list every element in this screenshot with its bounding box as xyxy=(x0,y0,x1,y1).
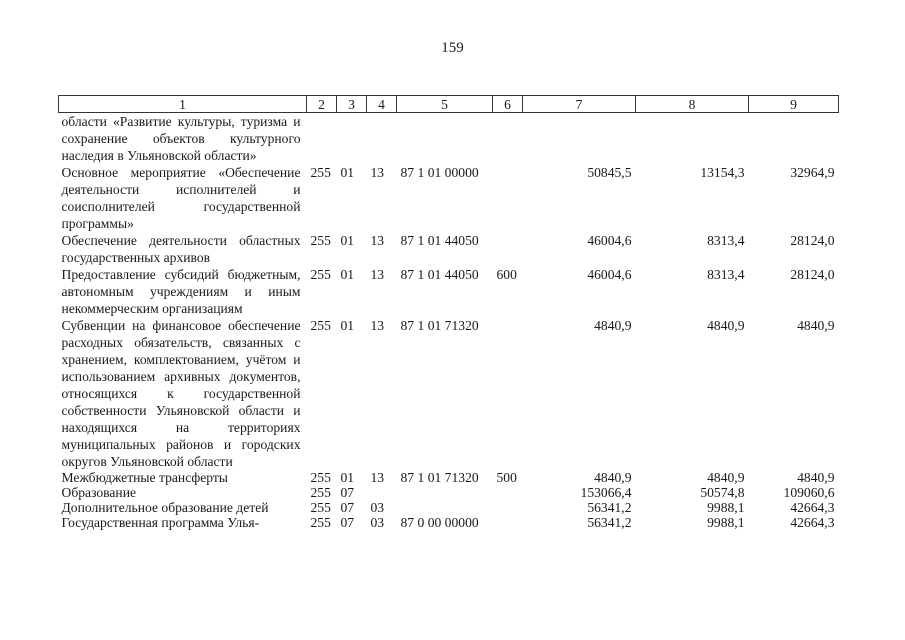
row-name: Дополнительное образование детей xyxy=(61,500,269,515)
page-number: 159 xyxy=(441,40,464,56)
row-subsection-code: 13 xyxy=(370,165,385,180)
row-name: Субвенции на финансовое обеспечение расходных обязательств, связанных с хранением, комплектованием, учётом и использованием архивных документов, относящихся к государственной собственности Ульяновской области и находящихся на территориях муниципальных районов и городских округов Ульяновской области xyxy=(61,318,301,469)
row-subsection-code xyxy=(367,113,397,165)
row-subsection-code: 13 xyxy=(370,267,385,282)
row-admin-code: 255 xyxy=(310,233,331,248)
row-amount-col8: 8313,4 xyxy=(707,233,745,248)
row-name: области «Развитие культуры, туризма и сохранение объектов культурного наследия в Ульяновской области» xyxy=(61,114,301,163)
column-header: 7 xyxy=(523,96,636,113)
table-row xyxy=(59,113,839,165)
row-amount-col7: 50845,5 xyxy=(587,165,632,180)
row-target-article xyxy=(397,485,493,500)
row-amount-col9: 42664,3 xyxy=(790,500,835,515)
row-amount-col7: 46004,6 xyxy=(587,267,632,282)
row-target-article: 87 1 01 71320 xyxy=(400,470,479,485)
row-section-code xyxy=(337,113,367,165)
row-name: Государственная программа Улья- xyxy=(61,515,260,530)
row-section-code: 01 xyxy=(340,318,355,333)
column-header: 8 xyxy=(636,96,749,113)
row-amount-col9: 28124,0 xyxy=(790,267,835,282)
table-row xyxy=(59,317,839,470)
table-row xyxy=(59,485,839,500)
row-amount-col7: 153066,4 xyxy=(580,485,632,500)
row-expense-type: 500 xyxy=(496,470,517,485)
column-header: 5 xyxy=(397,96,493,113)
row-expense-type xyxy=(493,500,523,515)
row-admin-code xyxy=(307,113,337,165)
row-admin-code: 255 xyxy=(310,500,331,515)
table-row xyxy=(59,515,839,530)
row-amount-col8: 50574,8 xyxy=(700,485,745,500)
row-amount-col9: 109060,6 xyxy=(783,485,835,500)
budget-table xyxy=(58,95,839,530)
row-target-article: 87 0 00 00000 xyxy=(400,515,479,530)
row-section-code: 01 xyxy=(340,267,355,282)
row-amount-col8: 9988,1 xyxy=(707,515,745,530)
row-name: Образование xyxy=(61,485,137,500)
table-row xyxy=(59,164,839,232)
row-amount-col9 xyxy=(749,113,839,165)
row-admin-code: 255 xyxy=(310,165,331,180)
row-admin-code: 255 xyxy=(310,267,331,282)
row-section-code: 01 xyxy=(340,470,355,485)
row-section-code: 01 xyxy=(340,233,355,248)
row-amount-col9: 28124,0 xyxy=(790,233,835,248)
row-expense-type xyxy=(493,232,523,266)
row-amount-col8: 8313,4 xyxy=(707,267,745,282)
row-target-article: 87 1 01 44050 xyxy=(400,233,479,248)
row-expense-type xyxy=(493,164,523,232)
column-header: 2 xyxy=(307,96,337,113)
column-header: 6 xyxy=(493,96,523,113)
row-amount-col7: 56341,2 xyxy=(587,500,632,515)
table-row xyxy=(59,232,839,266)
row-target-article: 87 1 01 00000 xyxy=(400,165,479,180)
row-admin-code: 255 xyxy=(310,470,331,485)
row-subsection-code: 13 xyxy=(370,318,385,333)
row-amount-col9: 32964,9 xyxy=(790,165,835,180)
row-amount-col9: 4840,9 xyxy=(797,318,835,333)
row-amount-col7: 4840,9 xyxy=(594,470,632,485)
row-subsection-code xyxy=(367,485,397,500)
row-target-article: 87 1 01 71320 xyxy=(400,318,479,333)
row-admin-code: 255 xyxy=(310,318,331,333)
row-amount-col8: 4840,9 xyxy=(707,318,745,333)
row-amount-col7: 4840,9 xyxy=(594,318,632,333)
row-amount-col9: 42664,3 xyxy=(790,515,835,530)
row-target-article: 87 1 01 44050 xyxy=(400,267,479,282)
row-section-code: 07 xyxy=(340,485,355,500)
row-section-code: 07 xyxy=(340,515,355,530)
row-subsection-code: 03 xyxy=(370,515,385,530)
row-amount-col9: 4840,9 xyxy=(797,470,835,485)
row-name: Основное мероприятие «Обеспечение деятельности исполнителей и соисполнителей государственной программы» xyxy=(61,165,301,231)
row-amount-col8: 13154,3 xyxy=(700,165,745,180)
table-row xyxy=(59,500,839,515)
row-expense-type xyxy=(493,113,523,165)
row-name: Предоставление субсидий бюджетным, автономным учреждениям и иным некоммерческим организациям xyxy=(61,267,301,316)
row-amount-col7 xyxy=(523,113,636,165)
row-expense-type xyxy=(493,317,523,470)
row-admin-code: 255 xyxy=(310,515,331,530)
row-subsection-code: 13 xyxy=(370,470,385,485)
column-header: 1 xyxy=(59,96,307,113)
row-amount-col7: 46004,6 xyxy=(587,233,632,248)
row-subsection-code: 13 xyxy=(370,233,385,248)
table-row xyxy=(59,470,839,485)
row-admin-code: 255 xyxy=(310,485,331,500)
row-section-code: 07 xyxy=(340,500,355,515)
row-expense-type: 600 xyxy=(496,267,517,282)
row-expense-type xyxy=(493,515,523,530)
row-name: Межбюджетные трансферты xyxy=(61,470,228,485)
row-target-article xyxy=(397,113,493,165)
row-amount-col8 xyxy=(636,113,749,165)
column-header: 3 xyxy=(337,96,367,113)
column-header: 9 xyxy=(749,96,839,113)
column-header: 4 xyxy=(367,96,397,113)
row-subsection-code: 03 xyxy=(370,500,385,515)
row-expense-type xyxy=(493,485,523,500)
row-section-code: 01 xyxy=(340,165,355,180)
row-amount-col7: 56341,2 xyxy=(587,515,632,530)
table-header-row xyxy=(59,96,839,113)
row-amount-col8: 9988,1 xyxy=(707,500,745,515)
table-row xyxy=(59,266,839,317)
row-amount-col8: 4840,9 xyxy=(707,470,745,485)
row-target-article xyxy=(397,500,493,515)
row-name: Обеспечение деятельности областных государственных архивов xyxy=(61,233,301,265)
